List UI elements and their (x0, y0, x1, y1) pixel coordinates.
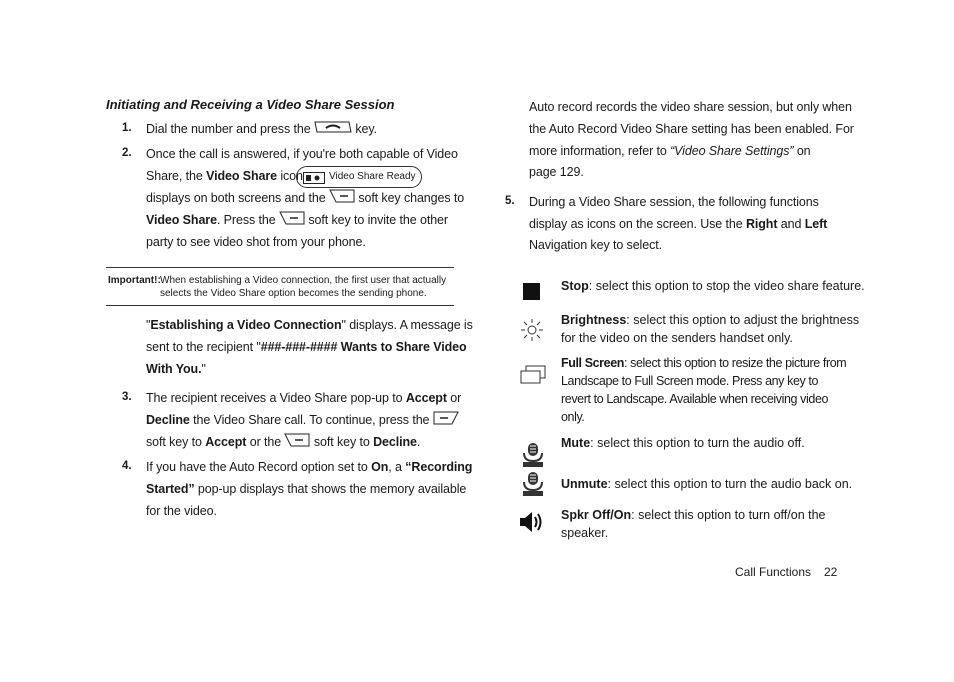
right-soft-key-icon-3 (284, 432, 310, 454)
brightness-description: Brightness: select this option to adjust the brightness for the video on the senders handset only. (561, 313, 860, 345)
step-2-line-3: displays on both screens and the soft key changes to (146, 187, 464, 210)
footer-section: Call Functions (735, 565, 812, 579)
step-4-line-3: for the video. (146, 504, 217, 518)
full-screen-icon (520, 365, 546, 390)
video-share-ready-badge (296, 166, 422, 188)
stop-description: Stop: select this option to stop the video share feature. (561, 279, 865, 293)
important-line-2: selects the Video Share option becomes the sending phone. (160, 288, 427, 299)
step-2-line-2: Share, the Video Share icon (146, 169, 303, 183)
step-5-line-3: Navigation key to select. (529, 238, 662, 252)
autorecord-line-3: more information, refer to “Video Share Settings” on (529, 144, 811, 158)
autorecord-line-4: page 129. (529, 165, 584, 179)
step-5-number: 5. (505, 195, 515, 207)
right-soft-key-icon-2 (279, 210, 305, 232)
step-5-line-2: display as icons on the screen. Use the Right and Left (529, 217, 828, 231)
brightness-icon (520, 318, 544, 347)
page-number: 22 (824, 565, 838, 579)
right-soft-key-icon (329, 188, 355, 210)
section-title: Initiating and Receiving a Video Share Session (106, 97, 395, 112)
video-share-ready-label: Video Share Ready (329, 171, 416, 182)
unmute-icon (521, 471, 545, 502)
important-line-1: When establishing a Video connection, the first user that actually (160, 275, 447, 286)
establish-line-1: "Establishing a Video Connection" displays. A message is (146, 318, 473, 332)
step-1-text: Dial the number and press the key. (146, 118, 377, 141)
important-bottom-rule (106, 305, 454, 306)
step-3-number: 3. (122, 391, 132, 403)
step-1-number: 1. (122, 122, 132, 134)
step-2-number: 2. (122, 147, 132, 159)
full-screen-description: Full Screen: select this option to resize the picture from Landscape to Full Screen mode. Press any key to revert to Landscape. Available when receiving video only. (561, 356, 847, 424)
important-label: Important!: (108, 275, 161, 286)
step-5-line-1: During a Video Share session, the following functions (529, 195, 819, 209)
step-4-number: 4. (122, 460, 132, 472)
step-2-line-5: party to see video shot from your phone. (146, 235, 366, 249)
send-key-icon (314, 119, 352, 141)
mute-description: Mute: select this option to turn the audio off. (561, 436, 805, 450)
establish-line-3: With You." (146, 362, 206, 376)
step-4-line-2: Started” pop-up displays that shows the memory available (146, 482, 467, 496)
stop-icon (523, 283, 541, 306)
step-3-line-2: Decline the Video Share call. To continue, press the (146, 409, 459, 432)
establish-line-2: sent to the recipient "###-###-#### Wants to Share Video (146, 340, 467, 354)
step-3-line-3: soft key to Accept or the soft key to Decline. (146, 431, 420, 454)
autorecord-line-1: Auto record records the video share session, but only when (529, 100, 852, 114)
step-4-line-1: If you have the Auto Record option set to On, a “Recording (146, 460, 473, 474)
speaker-description: Spkr Off/On: select this option to turn off/on the speaker. (561, 508, 826, 540)
step-2-line-1: Once the call is answered, if you're both capable of Video (146, 147, 458, 161)
speaker-icon (518, 510, 544, 539)
important-top-rule (106, 267, 454, 268)
unmute-description: Unmute: select this option to turn the audio back on. (561, 477, 853, 491)
step-3-line-1: The recipient receives a Video Share pop-up to Accept or (146, 391, 462, 405)
step-2-line-4: Video Share. Press the soft key to invite the other (146, 209, 448, 232)
autorecord-line-2: the Auto Record Video Share setting has been enabled. For (529, 122, 854, 136)
mute-icon (521, 442, 545, 473)
left-soft-key-icon (433, 410, 459, 432)
